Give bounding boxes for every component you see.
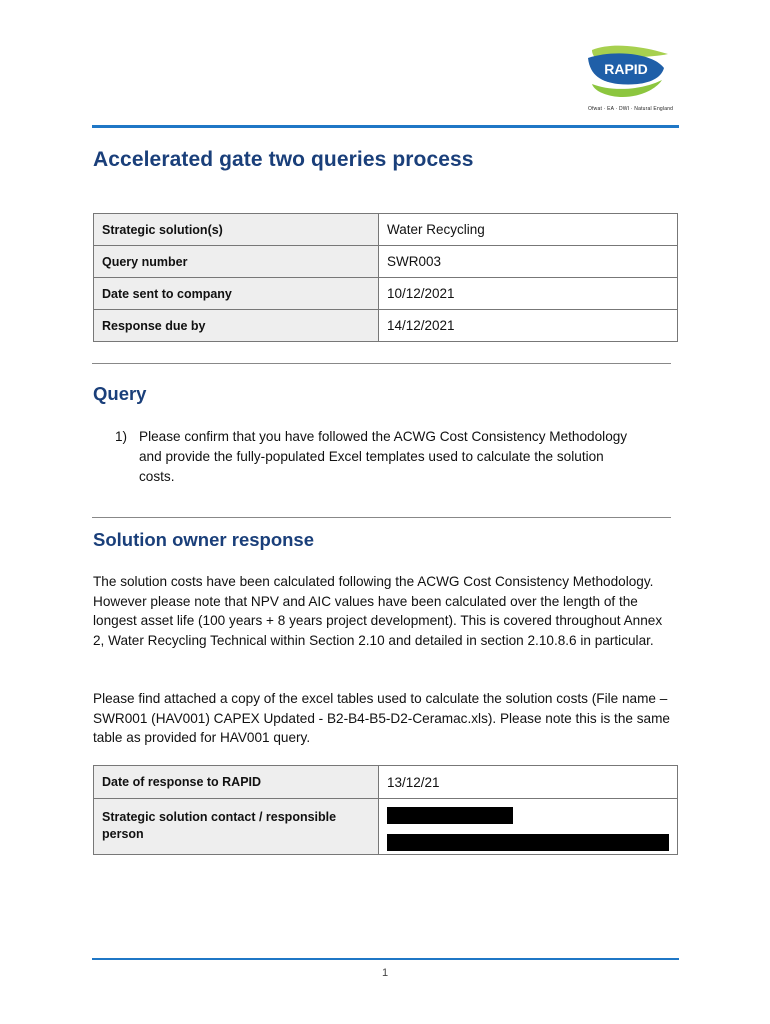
strategic-solution-value: Water Recycling (379, 214, 678, 246)
query-number-value: SWR003 (379, 246, 678, 278)
date-sent-value: 10/12/2021 (379, 278, 678, 310)
query-item-text: Please confirm that you have followed the ACWG Cost Consistency Methodology and provide the fully-populated Excel templates used to calculate the solution costs. (139, 429, 628, 484)
page-title: Accelerated gate two queries process (93, 148, 474, 171)
redaction-bar (387, 834, 669, 851)
response-due-value: 14/12/2021 (379, 310, 678, 342)
query-number-label: Query number (94, 246, 379, 278)
contact-label: Strategic solution contact / responsible person (94, 799, 379, 855)
strategic-solution-label: Strategic solution(s) (94, 214, 379, 246)
page-number: 1 (381, 967, 389, 979)
table-row (94, 214, 678, 246)
response-paragraph-2: Please find attached a copy of the excel tables used to calculate the solution costs (File name – SWR001 (HAV001) CAPEX Updated - B2-B4-B5-D2-Ceramac.xls). Please note this is the same table as provided for HAV001 query. (93, 691, 670, 745)
contact-table (93, 765, 678, 855)
table-row (94, 799, 678, 855)
footer-rule (92, 958, 679, 960)
header-rule (92, 125, 679, 128)
table-row (94, 766, 678, 799)
table-row (94, 310, 678, 342)
partner-logos: Ofwat · EA · DWI · Natural England (588, 106, 674, 112)
table-row (94, 278, 678, 310)
query-list (115, 427, 635, 487)
response-date-value: 13/12/21 (379, 766, 678, 799)
response-due-label: Response due by (94, 310, 379, 342)
section-divider (92, 363, 671, 364)
logo-text: RAPID (604, 61, 648, 77)
section-divider (92, 517, 671, 518)
table-row (94, 246, 678, 278)
meta-table (93, 213, 678, 342)
date-sent-label: Date sent to company (94, 278, 379, 310)
response-paragraph-1: The solution costs have been calculated following the ACWG Cost Consistency Methodology. However please note that NPV and AIC values have been calculated over the length of the longest asset life (100 years + 8 years project development). This is covered throughout Annex 2, Water Recycling Technical within Section 2.10 and detailed in section 2.10.8.6 in particular. (93, 574, 663, 648)
query-heading: Query (93, 383, 147, 404)
redaction-bar (387, 807, 513, 824)
query-item-number: 1) (115, 429, 128, 444)
contact-value-redacted (379, 799, 678, 855)
response-date-label: Date of response to RAPID (94, 766, 379, 799)
response-heading: Solution owner response (93, 529, 314, 550)
